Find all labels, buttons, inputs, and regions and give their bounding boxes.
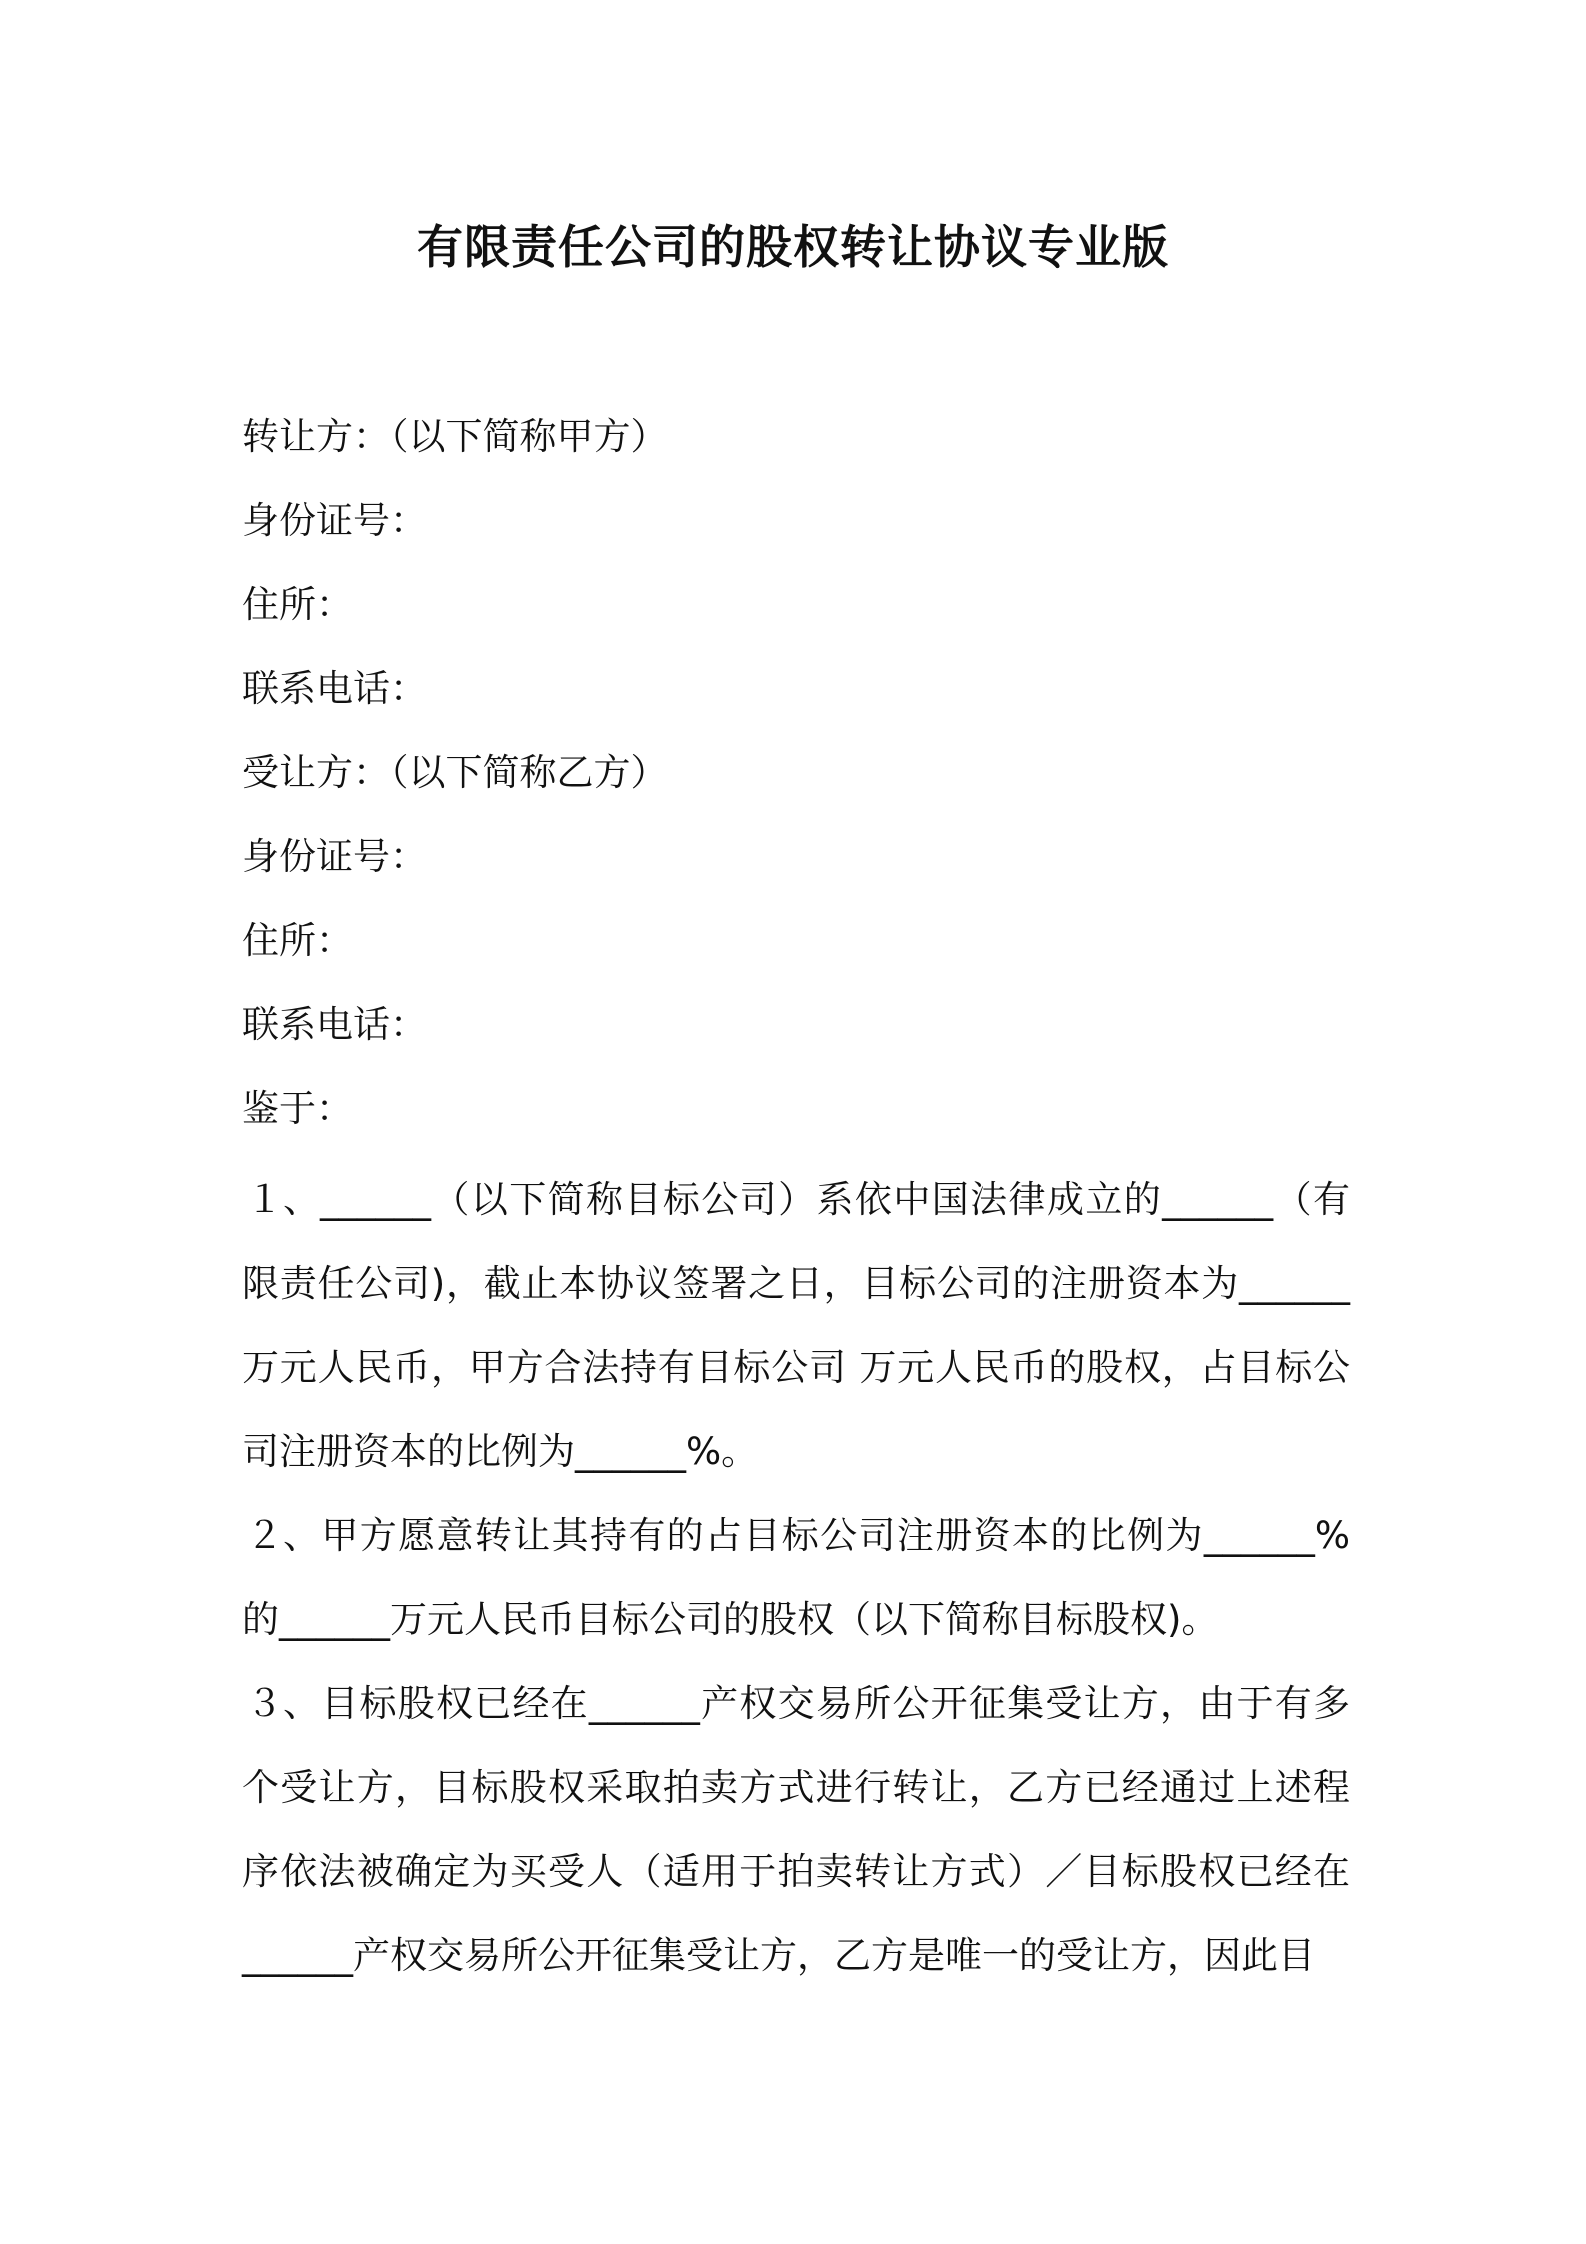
transferor-phone-label: 联系电话： bbox=[242, 667, 427, 710]
document-title: 有限责任公司的股权转让协议专业版 bbox=[417, 220, 1169, 274]
transferor-id-number-label: 身份证号： bbox=[242, 499, 427, 542]
transferee-id-number-label: 身份证号： bbox=[242, 835, 427, 878]
clause-3 bbox=[242, 1662, 1350, 1998]
transferor-address-label: 住所： bbox=[242, 583, 353, 626]
transferee-address-label: 住所： bbox=[242, 919, 353, 962]
whereas-label: 鉴于： bbox=[242, 1087, 353, 1130]
clause-2 bbox=[242, 1494, 1350, 1662]
transferee-label: 受让方：（以下简称乙方） bbox=[242, 751, 668, 794]
clause-number: ２、 bbox=[246, 1514, 320, 1557]
document-body bbox=[242, 402, 1350, 1998]
clause-1 bbox=[242, 1158, 1350, 1494]
transferee-phone-label: 联系电话： bbox=[242, 1003, 427, 1046]
clause-text: ______（以下简称目标公司）系依中国法律成立的______（有限责任公司)，截止本协议签署之日，目标公司的注册资本为______万元人民币，甲方合法持有目标公司 万元人民币的股权，占目标公司注册资本的比例为______%。 bbox=[242, 1178, 1350, 1473]
clause-text: 甲方愿意转让其持有的占目标公司注册资本的比例为______%的______万元人民币目标公司的股权（以下简称目标股权)。 bbox=[242, 1514, 1350, 1641]
transferor-label: 转让方：（以下简称甲方） bbox=[242, 415, 668, 458]
clause-number: １、 bbox=[246, 1178, 320, 1221]
clause-number: ３、 bbox=[246, 1682, 320, 1725]
clause-text: 目标股权已经在______产权交易所公开征集受让方，由于有多个受让方，目标股权采取拍卖方式进行转让，乙方已经通过上述程序依法被确定为买受人（适用于拍卖转让方式）／目标股权已经在______产权交易所公开征集受让方，乙方是唯一的受让方，因此目 bbox=[242, 1682, 1350, 1977]
